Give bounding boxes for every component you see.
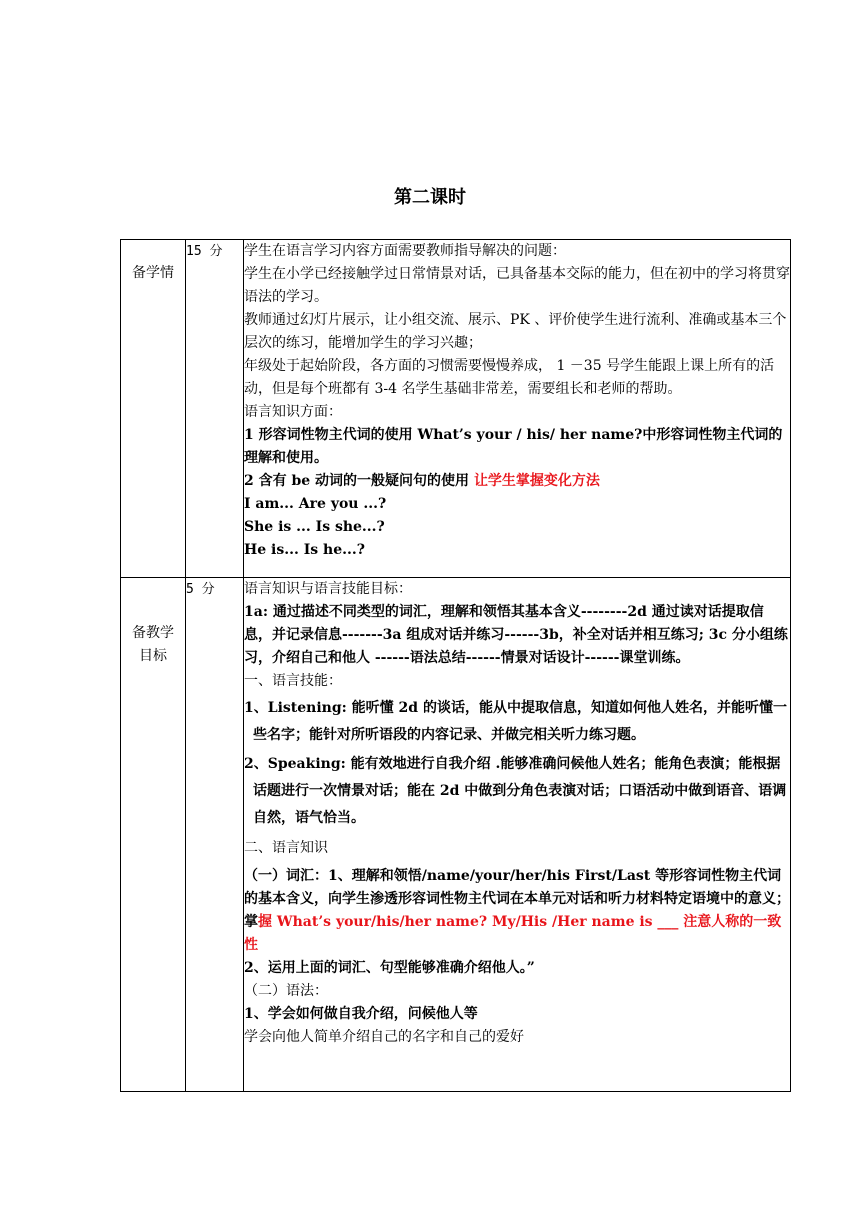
page-title: 第二课时	[394, 187, 466, 208]
example-sentence: He is... Is he...?	[244, 542, 365, 558]
table-row-teaching-objectives	[121, 578, 791, 1092]
speaking-objective: 2、Speaking: 能有效地进行自我介绍 .能够准确问候他人姓名；能角色表演；能根据话题进行一次情景对话；能在 2d 中做到分角色表演对话；口语活动中做到语音、语调自然，语气恰当。	[244, 756, 787, 826]
section-heading: 二、语言知识	[244, 840, 328, 856]
content-line: 年级处于起始阶段，各方面的习惯需要慢慢养成， 1 －35 号学生能跟上课上所有的活动，但是每个班都有 3-4 名学生基础非常差，需要组长和老师的帮助。	[244, 358, 775, 397]
content-line: 教师通过幻灯片展示，让小组交流、展示、PK 、评价使学生进行流利、准确或基本三个层次的练习，能增加学生的学习兴趣；	[244, 312, 787, 351]
knowledge-point-1: 1 形容词性物主代词的使用 What’s your / his/ her name?中形容词性物主代词的理解和使用。	[244, 427, 783, 466]
content-line: 2、运用上面的词汇、句型能够准确介绍他人。”	[244, 960, 535, 976]
time-cell: 5 分	[186, 578, 244, 1092]
section-heading: 一、语言技能：	[244, 673, 342, 689]
row-label-teaching-objectives	[121, 578, 186, 1092]
highlight-text: 握 What’s your/his/her name? My/His /Her name is ___ 注意人称的一致性	[244, 914, 782, 953]
content-line: 语言知识与语言技能目标：	[244, 581, 412, 597]
example-sentence: I am... Are you ...?	[244, 496, 387, 512]
section-heading: （二）语法：	[244, 983, 328, 999]
example-sentence: She is ... Is she...?	[244, 519, 385, 535]
table-row-student-analysis	[121, 240, 791, 578]
vocabulary-objective	[244, 865, 790, 957]
row-label-student-analysis	[121, 240, 186, 578]
content-line: 学生在语言学习内容方面需要教师指导解决的问题：	[244, 243, 566, 259]
content-cell-teaching-objectives	[244, 578, 791, 1092]
activity-flow: 1a: 通过描述不同类型的词汇，理解和领悟其基本含义--------2d 通过读对话提取信息，并记录信息-------3a 组成对话并练习------3b，补全对话并相互练习; 3c 分小组练习，介绍自己和他人 ------语法总结------情景对话设计------课堂训练。	[244, 604, 788, 666]
content-line: 学生在小学已经接触学过日常情景对话，已具备基本交际的能力，但在初中的学习将贯穿语法的学习。	[244, 266, 790, 305]
knowledge-point-2-text: 2 含有 be 动词的一般疑问句的使用	[244, 473, 474, 489]
label-text: 备学情	[132, 265, 174, 281]
lesson-plan-table	[120, 239, 791, 1092]
listening-objective: 1、Listening: 能听懂 2d 的谈话，能从中提取信息，知道如何他人姓名，并能听懂一些名字；能针对所听语段的内容记录、并做完相关听力练习题。	[244, 700, 787, 743]
grammar-point: 1、学会如何做自我介绍，问候他人等	[244, 1006, 478, 1022]
content-line: 语言知识方面：	[244, 404, 342, 420]
content-cell-student-analysis	[244, 240, 791, 578]
knowledge-point-2	[244, 470, 790, 493]
label-text: 目标	[139, 648, 167, 664]
grammar-point: 学会向他人简单介绍自己的名字和自己的爱好	[244, 1029, 524, 1045]
label-text: 备教学	[132, 625, 174, 641]
vocabulary-text: （一）词汇：1、理解和领悟/name/your/her/his First/Last 等形容词性物主代词的基本含义，向学生渗透形容词性物主代词在本单元对话和听力材料特定语境中的意义；掌	[244, 868, 790, 930]
time-cell: 15 分	[186, 240, 244, 578]
highlight-text: 让学生掌握变化方法	[473, 473, 600, 489]
